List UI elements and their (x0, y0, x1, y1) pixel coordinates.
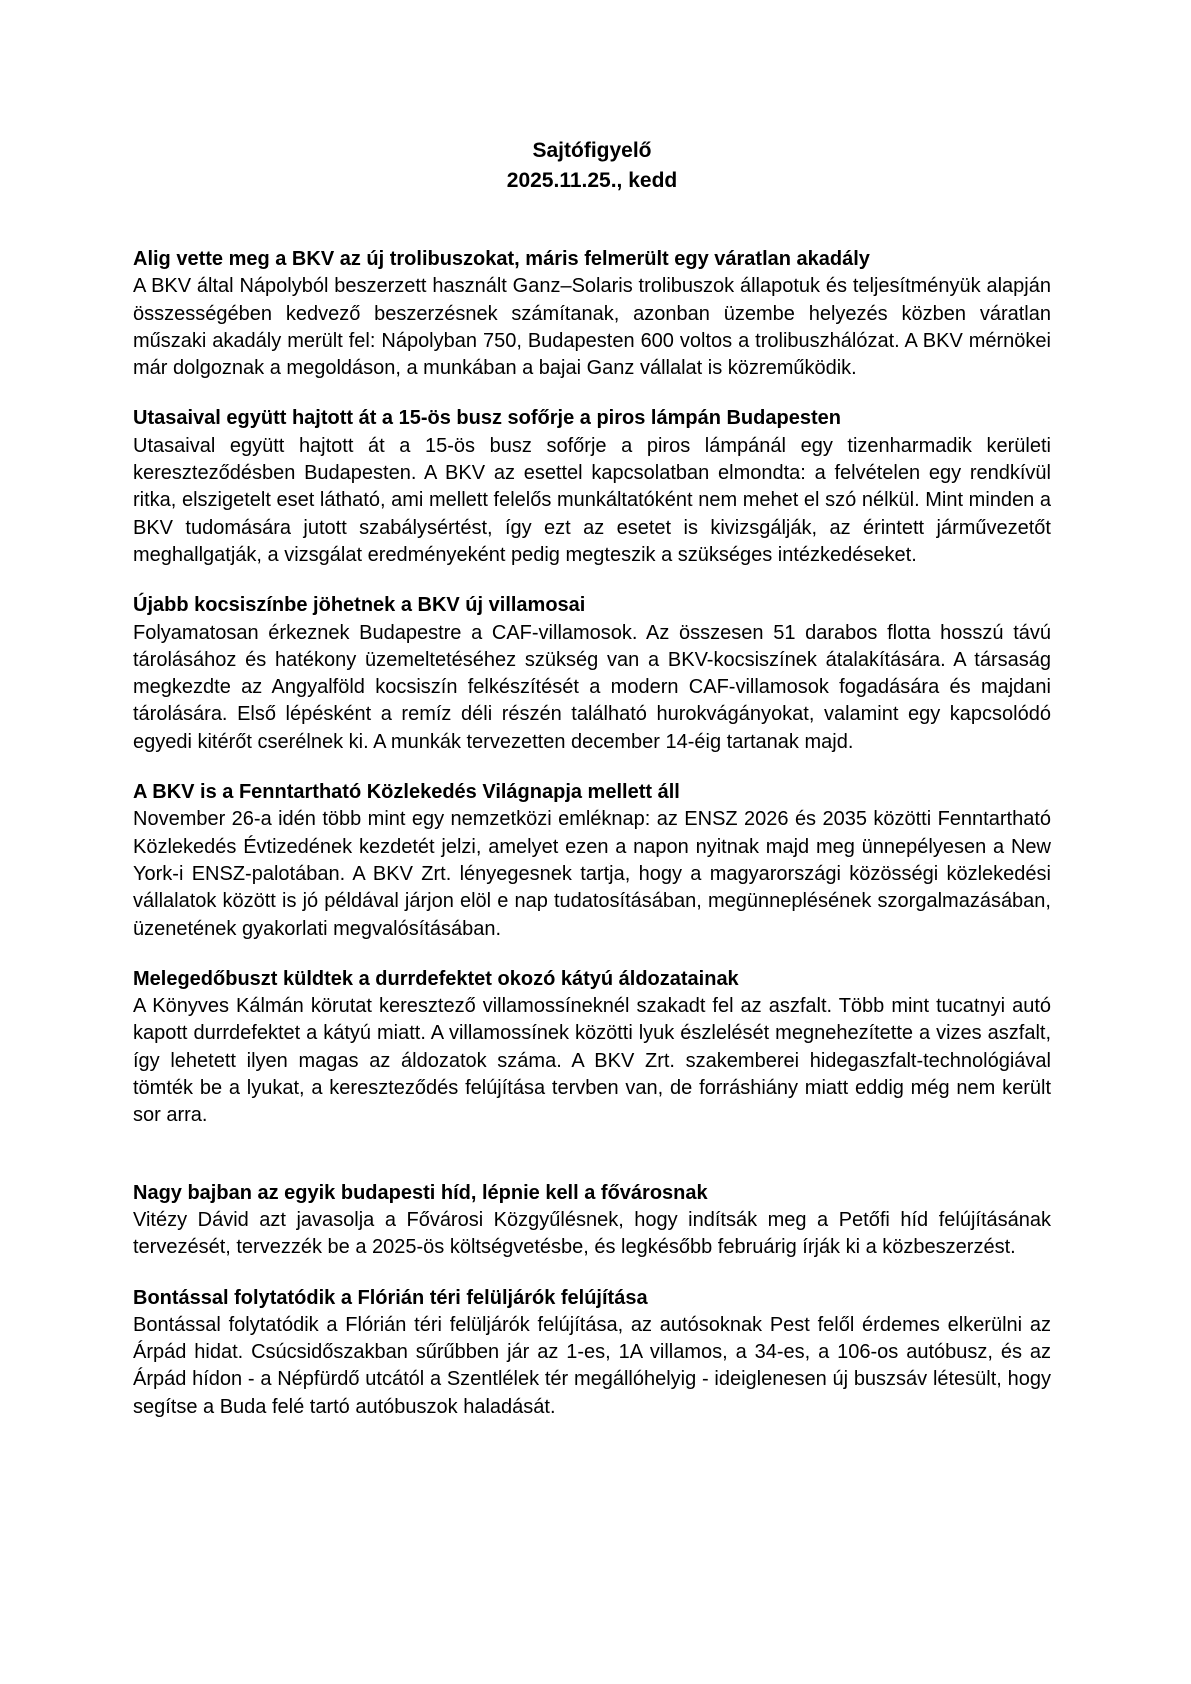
section-body: Folyamatosan érkeznek Budapestre a CAF-villamosok. Az összesen 51 darabos flotta hosszú távú tárolásához és hatékony üzemeltetéséhez szükség van a BKV-kocsiszínek átalakítására. A társaság megkezdte az Angyalföld kocsiszín felkészítését a modern CAF-villamosok fogadására és majdani tárolására. Első lépésként a remíz déli részén található hurokvágányokat, valamint egy kapcsolódó egyedi kitérőt cserélnek ki. A munkák tervezetten december 14-éig tartanak majd. (133, 621, 1051, 753)
document-date: 2025.11.25., kedd (506, 169, 678, 192)
page-title: Sajtófigyelő (532, 139, 652, 162)
section-heading: Melegedőbuszt küldtek a durrdefektet okozó kátyú áldozatainak (133, 967, 739, 990)
section-heading: Bontással folytatódik a Flórián téri felüljárók felújítása (133, 1286, 648, 1309)
document-header (133, 136, 1051, 196)
section-heading: A BKV is a Fenntartható Közlekedés Világnapja mellett áll (133, 781, 680, 804)
section-heading: Alig vette meg a BKV az új trolibuszokat, máris felmerült egy váratlan akadály (133, 248, 870, 270)
news-section-trolleybus (133, 246, 1051, 382)
news-section-red-light (133, 405, 1051, 569)
section-body: Vitézy Dávid azt javasolja a Fővárosi Közgyűlésnek, hogy indítsák meg a Petőfi híd felújításának tervezését, tervezzék be a 2025-ös költségvetésbe, és legkésőbb februárig írják ki a közbeszerzést. (133, 1208, 1051, 1259)
news-section-sustainable-transport (133, 779, 1051, 943)
news-section-tram-depot (133, 592, 1051, 756)
section-body: Bontással folytatódik a Flórián téri felüljárók felújítása, az autósoknak Pest felől érdemes elkerülni az Árpád hidat. Csúcsidőszakban sűrűbben jár az 1-es, 1A villamos, a 34-es, a 106-os autóbusz, és az Árpád hídon - a Népfürdő utcától a Szentlélek tér megállóhelyig - ideiglenesen új buszsáv létesült, hogy segítse a Buda felé tartó autóbuszok haladását. (133, 1313, 1051, 1418)
section-heading: Újabb kocsiszínbe jöhetnek a BKV új villamosai (133, 594, 586, 617)
section-body: Utasaival együtt hajtott át a 15-ös busz sofőrje a piros lámpánál egy tizenharmadik kerületi kereszteződésben Budapesten. A BKV az esettel kapcsolatban elmondta: a felvételen egy rendkívül ritka, elszigetelt eset látható, ami mellett felelős munkáltatóként nem mehet el szó nélkül. Mint minden a BKV tudomására jutott szabálysértést, így ezt az esetet is kivizsgálják, az érintett járművezetőt meghallgatják, a vizsgálat eredményeként pedig megteszik a szükséges intézkedéseket. (133, 434, 1051, 566)
section-body: A BKV által Nápolyból beszerzett használt Ganz–Solaris trolibuszok állapotuk és teljesítményük alapján összességében kedvező beszerzésnek számítanak, azonban üzembe helyezés közben váratlan műszaki akadály merült fel: Nápolyban 750, Budapesten 600 voltos a trolibuszhálózat. A BKV mérnökei már dolgoznak a megoldáson, a munkában a bajai Ganz vállalat is közreműködik. (133, 275, 1051, 380)
news-section-florian-overpass (133, 1285, 1051, 1421)
section-heading: Utasaival együtt hajtott át a 15-ös busz sofőrje a piros lámpán Budapesten (133, 407, 841, 430)
news-section-bridge (133, 1180, 1051, 1262)
news-section-pothole (133, 966, 1051, 1130)
section-body: November 26-a idén több mint egy nemzetközi emléknap: az ENSZ 2026 és 2035 közötti Fenntartható Közlekedés Évtizedének kezdetét jelzi, amelyet ezen a napon nyitnak majd meg ünnepélyesen a New York-i ENSZ-palotában. A BKV Zrt. lényegesnek tartja, hogy a magyarországi közösségi közlekedési vállalatok között is jó példával járjon elöl e nap tudatosításában, megünneplésének szorgalmazásában, üzenetének gyakorlati megvalósításában. (133, 808, 1051, 940)
section-body: A Könyves Kálmán körutat keresztező villamossíneknél szakadt fel az aszfalt. Több mint tucatnyi autó kapott durrdefektet a kátyú miatt. A villamossínek közötti lyuk észlelését megnehezítette a vizes aszfalt, így lehetett ilyen magas az áldozatok száma. A BKV Zrt. szakemberei hidegaszfalt-technológiával tömték be a lyukat, a kereszteződés felújítása tervben van, de forráshiány miatt eddig még nem került sor arra. (133, 995, 1051, 1127)
section-heading: Nagy bajban az egyik budapesti híd, lépnie kell a fővárosnak (133, 1181, 708, 1204)
